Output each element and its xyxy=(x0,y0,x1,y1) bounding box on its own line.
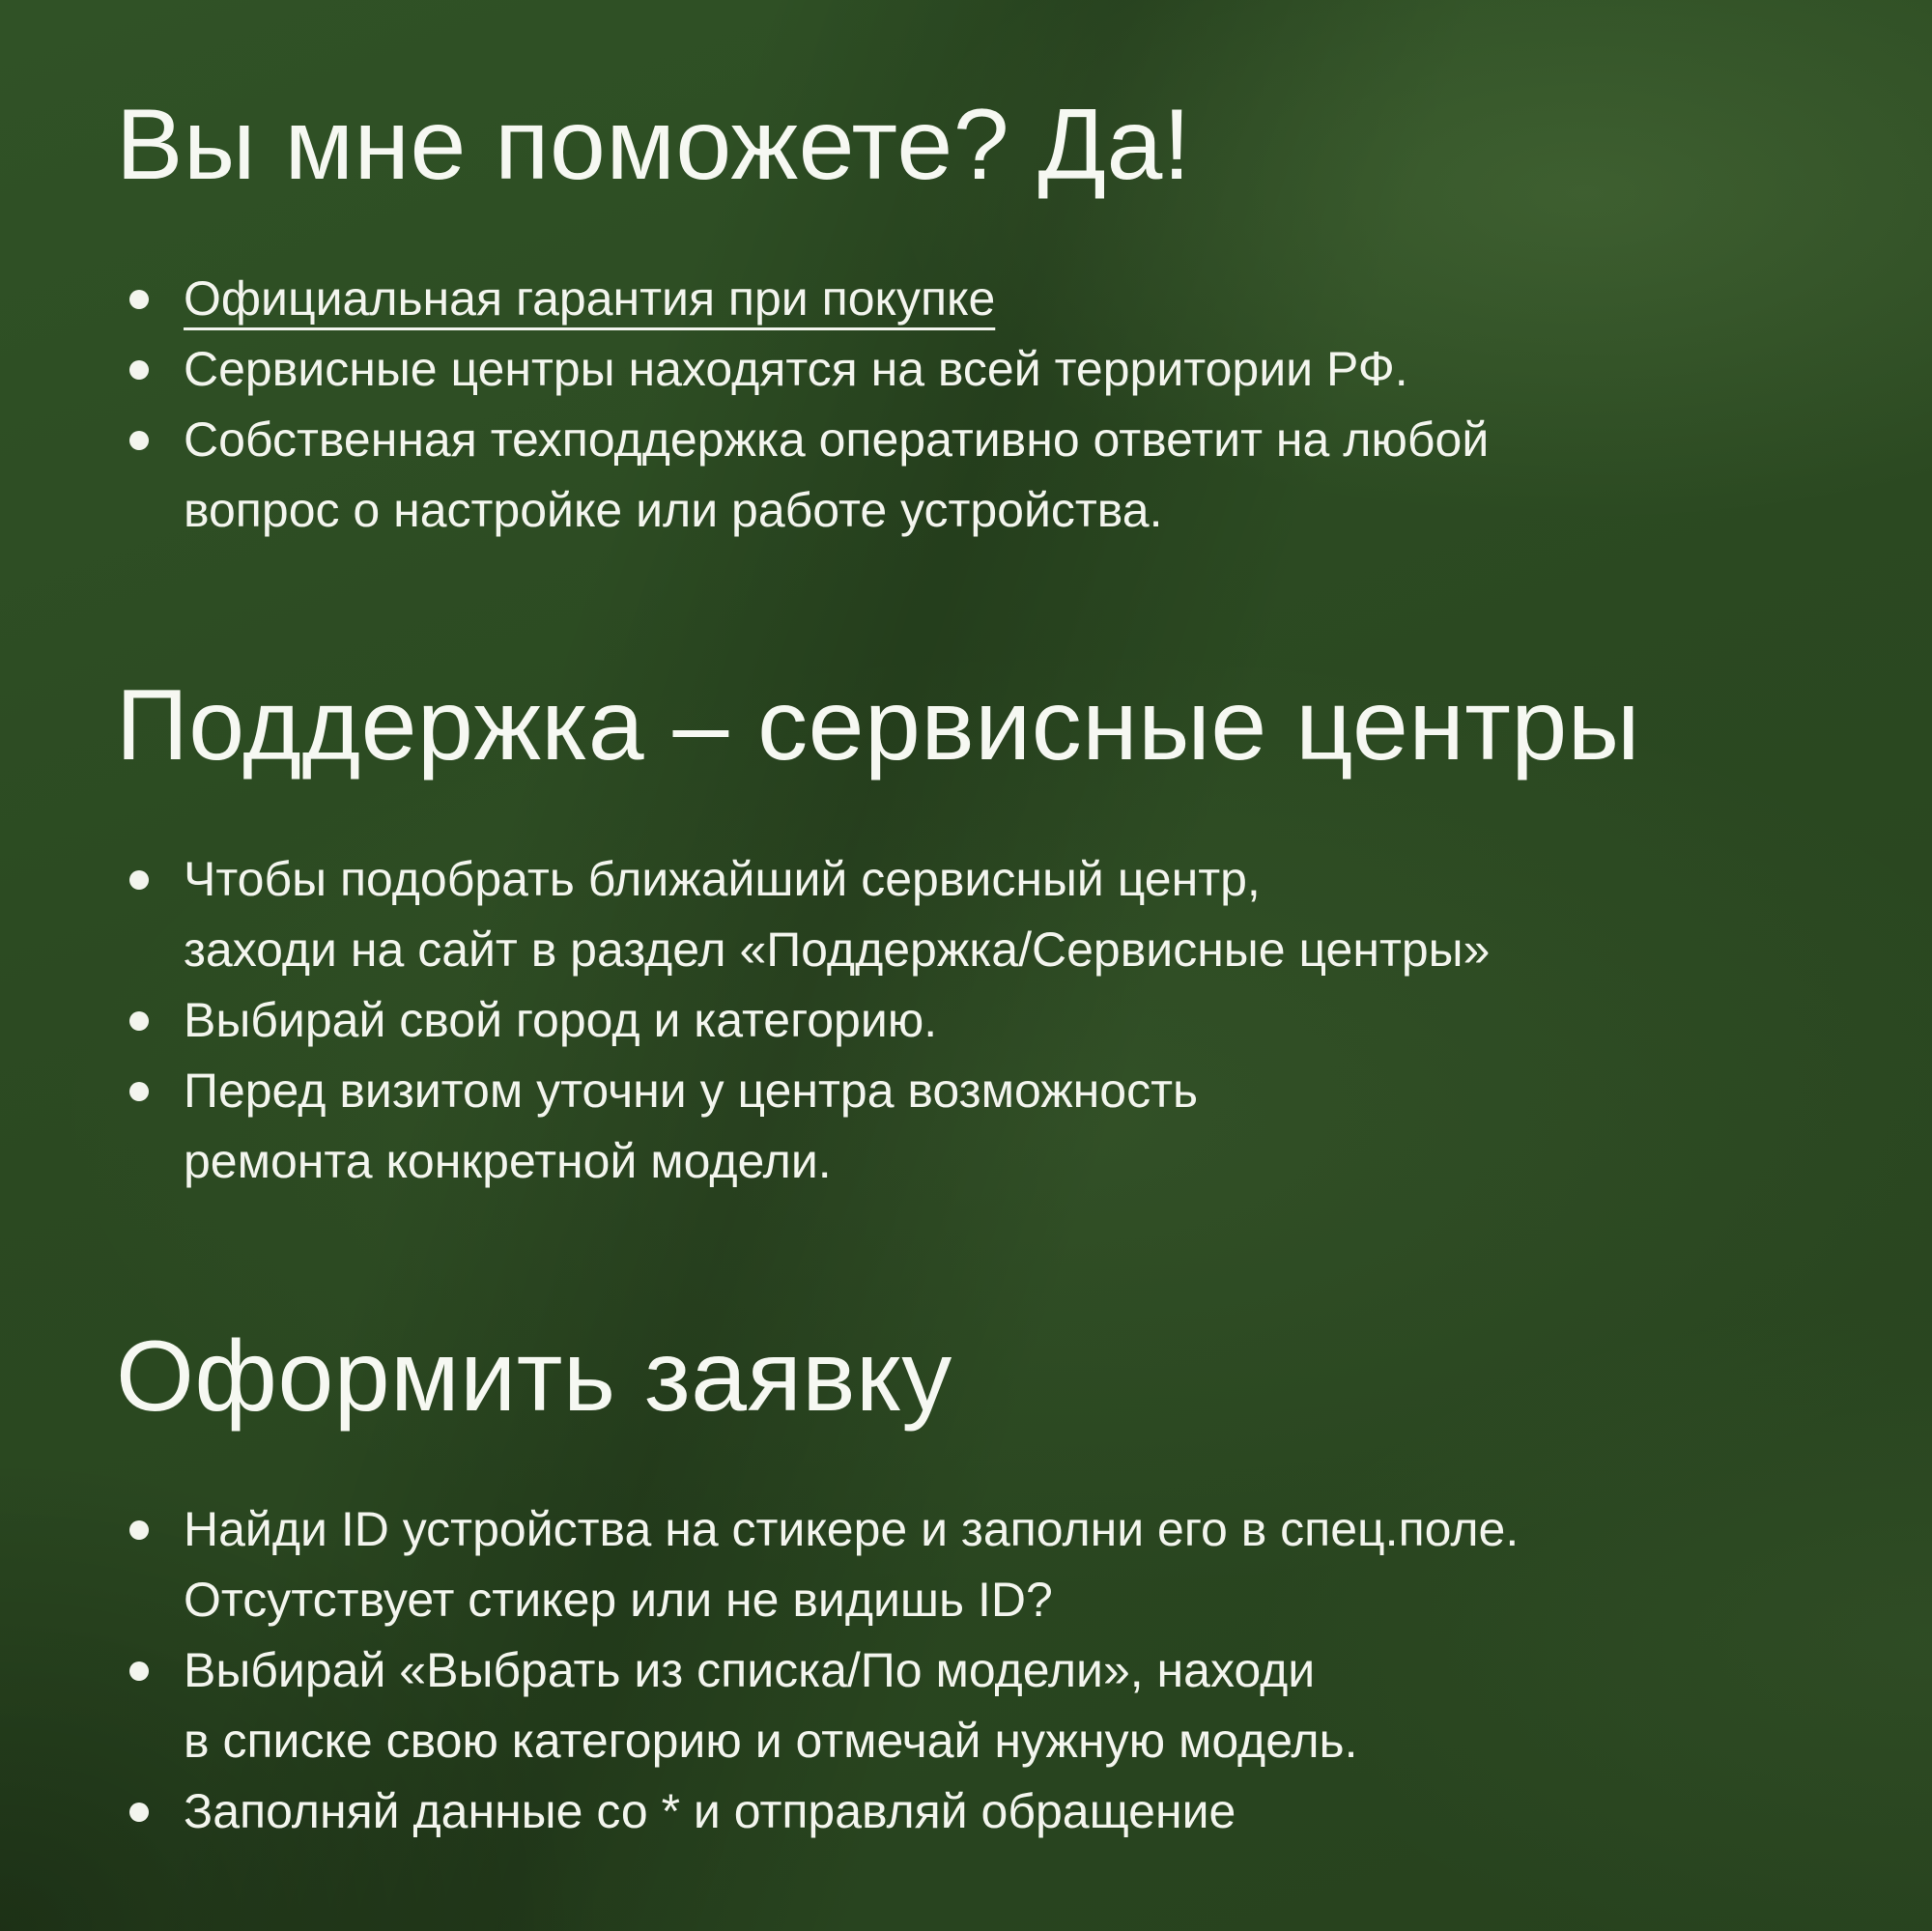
bullet-line: Заполняй данные со * и отправляй обращение xyxy=(184,1784,1236,1839)
bullet-text xyxy=(184,985,937,1056)
section-submit-request xyxy=(116,1317,1845,1848)
bullet-text xyxy=(184,1056,1198,1197)
bullet-dot-icon xyxy=(129,431,149,450)
list-item xyxy=(116,1494,1845,1635)
section-title: Вы мне поможете? Да! xyxy=(116,89,1192,201)
bullet-line: ремонта конкретной модели. xyxy=(184,1133,832,1188)
bullet-text xyxy=(184,1635,1357,1776)
bullet-dot-icon xyxy=(129,1520,149,1540)
list-item xyxy=(116,844,1845,985)
bullet-text xyxy=(184,844,1490,985)
bullet-line: Официальная гарантия при покупке xyxy=(184,270,996,326)
bullet-dot-icon xyxy=(129,1082,149,1101)
list-item xyxy=(116,405,1845,546)
bullet-dot-icon xyxy=(129,360,149,380)
bullet-text xyxy=(184,264,995,334)
section-service-centers xyxy=(116,666,1845,1197)
bullet-list xyxy=(116,264,1845,546)
bullet-line: в списке свою категорию и отмечай нужную модель. xyxy=(184,1714,1358,1769)
list-item xyxy=(116,1776,1845,1847)
list-item xyxy=(116,1056,1845,1197)
section-help xyxy=(116,85,1845,546)
bullet-dot-icon xyxy=(129,1661,149,1681)
bullet-line: заходи на сайт в раздел «Поддержка/Сервисные центры» xyxy=(184,922,1491,977)
bullet-text xyxy=(184,1776,1236,1847)
bullet-dot-icon xyxy=(129,290,149,309)
bullet-text xyxy=(184,405,1489,546)
list-item xyxy=(116,334,1845,405)
list-item xyxy=(116,264,1845,334)
bullet-text xyxy=(184,1494,1519,1635)
bullet-line: Выбирай «Выбрать из списка/По модели», находи xyxy=(184,1643,1316,1698)
bullet-line: Чтобы подобрать ближайший сервисный центр, xyxy=(184,851,1261,906)
bullet-line: Найди ID устройства на стикере и заполни его в спец.поле. xyxy=(184,1502,1520,1557)
list-item xyxy=(116,1635,1845,1776)
bullet-line: Собственная техподдержка оперативно ответит на любой xyxy=(184,412,1490,467)
bullet-dot-icon xyxy=(129,870,149,890)
bullet-dot-icon xyxy=(129,1803,149,1822)
bullet-list xyxy=(116,844,1845,1197)
list-item xyxy=(116,985,1845,1056)
bullet-line: Выбирай свой город и категорию. xyxy=(184,992,938,1047)
bullet-line: Сервисные центры находятся на всей территории РФ. xyxy=(184,341,1408,396)
bullet-dot-icon xyxy=(129,1011,149,1031)
bullet-line: Перед визитом уточни у центра возможность xyxy=(184,1063,1199,1118)
bullet-text xyxy=(184,334,1408,405)
bullet-list xyxy=(116,1494,1845,1847)
bullet-line: Отсутствует стикер или не видишь ID? xyxy=(184,1573,1053,1628)
section-title: Оформить заявку xyxy=(116,1320,952,1433)
bullet-line: вопрос о настройке или работе устройства. xyxy=(184,482,1163,537)
section-title: Поддержка – сервисные центры xyxy=(116,668,1641,781)
